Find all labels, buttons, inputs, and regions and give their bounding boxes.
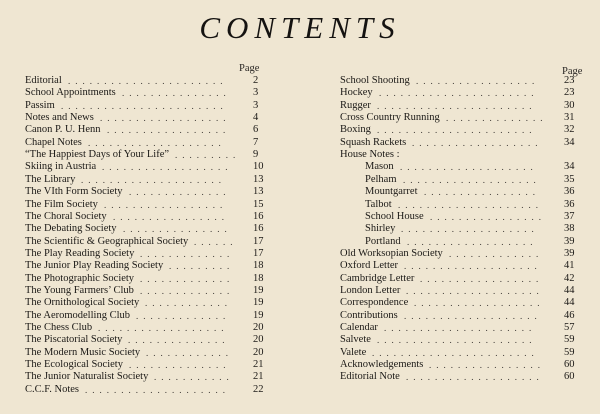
contents-entry xyxy=(340,223,590,235)
entry-title: Passim xyxy=(25,99,55,111)
dot-leader: ...................... xyxy=(377,125,537,136)
dot-leader: ................... xyxy=(404,261,542,272)
contents-entry xyxy=(340,174,590,186)
contents-entry xyxy=(340,359,590,371)
entry-page-number: 44 xyxy=(564,297,575,309)
entry-title: Mountgarret xyxy=(365,186,418,198)
dot-leader: ............. xyxy=(136,310,231,321)
entry-title: Acknowledgements xyxy=(340,359,424,371)
entry-page-number: 15 xyxy=(253,198,264,210)
contents-entry xyxy=(340,236,590,248)
dot-leader: ..................... xyxy=(384,323,537,333)
entry-title: The Debating Society xyxy=(25,223,117,235)
entry-page-number: 34 xyxy=(564,161,575,173)
entry-title: House Notes : xyxy=(340,149,400,161)
dot-leader: ................ xyxy=(430,211,546,222)
entry-title: London Letter xyxy=(340,284,401,296)
contents-entry xyxy=(25,149,275,161)
entry-title: Shirley xyxy=(365,223,396,235)
dot-leader: ...... xyxy=(194,236,238,247)
entry-title: The Modern Music Society xyxy=(25,346,141,358)
entry-page-number: 38 xyxy=(564,223,575,235)
entry-title: Cambridge Letter xyxy=(340,272,415,284)
entry-page-number: 17 xyxy=(253,235,264,247)
contents-entry xyxy=(25,359,275,371)
dot-leader: ....................... xyxy=(372,347,539,358)
entry-title: School Shooting xyxy=(340,75,410,86)
dot-leader: ................ xyxy=(424,187,540,198)
entry-page-number: 2 xyxy=(253,75,259,86)
entry-title: Hockey xyxy=(340,87,373,99)
dot-leader: .............. xyxy=(129,360,231,371)
dot-leader: ...................... xyxy=(377,335,537,346)
entry-title: The Ecological Society xyxy=(25,359,123,371)
entry-page-number: 18 xyxy=(253,272,264,284)
entry-title: The Aeromodelling Club xyxy=(25,309,130,321)
entry-title: School Appointments xyxy=(25,87,116,99)
dot-leader: ................. xyxy=(420,273,544,284)
dot-leader: ................... xyxy=(404,310,542,321)
entry-page-number: 22 xyxy=(253,383,264,395)
entry-title: Correspondence xyxy=(340,297,409,309)
contents-entry xyxy=(25,273,275,285)
dot-leader: .................. xyxy=(98,323,229,333)
entry-page-number: 19 xyxy=(253,297,264,309)
entry-page-number: 34 xyxy=(564,136,575,148)
entry-page-number: 42 xyxy=(564,272,575,284)
dot-leader: ................... xyxy=(401,224,539,235)
entry-title: The Library xyxy=(25,173,76,185)
contents-entry xyxy=(25,334,275,346)
contents-entry xyxy=(340,199,590,211)
contents-entry xyxy=(340,75,590,87)
entry-title: Editorial xyxy=(25,75,62,86)
entry-page-number: 36 xyxy=(564,198,575,210)
contents-entry xyxy=(340,285,590,297)
entry-page-number: 17 xyxy=(253,247,264,259)
entry-title: Pelham xyxy=(365,173,397,185)
contents-entry xyxy=(340,371,590,383)
dot-leader: ................... xyxy=(400,162,538,173)
entry-page-number: 39 xyxy=(564,247,575,259)
entry-page-number: 3 xyxy=(253,87,259,99)
entry-title: The Scientific & Geographical Society xyxy=(25,235,189,247)
contents-entry xyxy=(340,87,590,99)
contents-entry xyxy=(25,236,275,248)
contents-entry xyxy=(340,100,590,112)
entry-title: C.C.F. Notes xyxy=(25,383,80,395)
dot-leader: ................... xyxy=(406,372,544,383)
entry-title: “The Happiest Days of Your Life” xyxy=(25,149,170,161)
dot-leader: .................... xyxy=(398,199,543,210)
entry-title: Boxing xyxy=(340,124,371,136)
entry-title: Portland xyxy=(365,235,401,247)
contents-entry xyxy=(340,322,590,334)
contents-entry xyxy=(340,310,590,322)
entry-page-number: 35 xyxy=(564,173,575,185)
entry-page-number: 21 xyxy=(253,371,264,383)
entry-title: The Play Reading Society xyxy=(25,247,135,259)
contents-entry xyxy=(25,112,275,124)
entry-page-number: 10 xyxy=(253,161,264,173)
dot-leader: .................... xyxy=(81,174,226,185)
contents-entry xyxy=(25,310,275,322)
entry-page-number: 44 xyxy=(564,284,575,296)
entry-title: The Young Farmers’ Club xyxy=(25,284,134,296)
entry-page-number: 3 xyxy=(253,99,259,111)
dot-leader: .................. xyxy=(407,236,538,247)
entry-page-number: 18 xyxy=(253,260,264,272)
dot-leader: ........... xyxy=(154,372,234,383)
entry-title: Editorial Note xyxy=(340,371,400,383)
entry-page-number: 6 xyxy=(253,124,259,136)
contents-entry xyxy=(340,186,590,198)
entry-title: Salvete xyxy=(340,334,371,346)
entry-title: Talbot xyxy=(365,198,392,210)
contents-entry xyxy=(340,347,590,359)
entry-page-number: 13 xyxy=(253,186,264,198)
entry-page-number: 19 xyxy=(253,309,264,321)
contents-entry xyxy=(25,347,275,359)
entry-page-number: 7 xyxy=(253,136,259,148)
entry-title: The Choral Society xyxy=(25,210,107,222)
entry-title: The Photographic Society xyxy=(25,272,135,284)
contents-entry xyxy=(25,384,275,396)
entry-page-number: 30 xyxy=(564,99,575,111)
dot-leader: .................... xyxy=(85,384,230,395)
entry-page-number: 59 xyxy=(564,334,575,346)
contents-entry xyxy=(25,174,275,186)
entry-title: Old Worksopian Society xyxy=(340,247,443,259)
entry-page-number: 57 xyxy=(564,322,575,333)
dot-leader: ................... xyxy=(88,137,226,148)
entry-page-number: 59 xyxy=(564,346,575,358)
entry-title: Notes and News xyxy=(25,112,94,124)
page-column-heading: Page xyxy=(239,63,260,74)
entry-title: Squash Rackets xyxy=(340,136,407,148)
entry-title: Oxford Letter xyxy=(340,260,399,272)
entry-page-number: 60 xyxy=(564,371,575,383)
entry-title: Contributions xyxy=(340,309,398,321)
contents-entry xyxy=(340,124,590,136)
entry-page-number: 16 xyxy=(253,210,264,222)
entry-page-number: 4 xyxy=(253,112,259,124)
contents-entry xyxy=(340,137,590,149)
entry-page-number: 36 xyxy=(564,186,575,198)
dot-leader: .................. xyxy=(412,137,543,148)
dot-leader: ............... xyxy=(123,224,232,235)
dot-leader: ...................... xyxy=(68,76,228,86)
contents-entry xyxy=(340,112,590,124)
contents-entry xyxy=(340,297,590,309)
contents-entry xyxy=(25,161,275,173)
entry-title: School House xyxy=(365,210,424,222)
entry-title: Cross Country Running xyxy=(340,112,440,124)
dot-leader: ......... xyxy=(175,150,241,161)
entry-title: The Junior Naturalist Society xyxy=(25,371,149,383)
dot-leader: ................. xyxy=(416,76,540,86)
contents-entry xyxy=(340,211,590,223)
dot-leader: ............. xyxy=(140,285,235,296)
dot-leader: ................... xyxy=(406,285,544,296)
entry-page-number: 32 xyxy=(564,124,575,136)
dot-leader: ............. xyxy=(140,248,235,259)
entry-page-number: 16 xyxy=(253,223,264,235)
dot-leader: ................. xyxy=(104,199,228,210)
dot-leader: ............ xyxy=(146,347,233,358)
dot-leader: .............. xyxy=(128,335,230,346)
contents-entry xyxy=(25,223,275,235)
entry-page-number: 31 xyxy=(564,112,575,124)
contents-entry xyxy=(25,297,275,309)
dot-leader: .................. xyxy=(100,113,231,124)
entry-title: The Junior Play Reading Society xyxy=(25,260,164,272)
dot-leader: .............. xyxy=(446,113,548,124)
dot-leader: ................... xyxy=(403,174,541,185)
entry-title: The VIth Form Society xyxy=(25,186,123,198)
dot-leader: ......... xyxy=(169,261,235,272)
contents-entry xyxy=(25,199,275,211)
contents-entry xyxy=(25,75,275,87)
contents-entry xyxy=(340,149,590,161)
entry-title: The Piscatorial Society xyxy=(25,334,123,346)
entry-title: Chapel Notes xyxy=(25,136,82,148)
contents-entry xyxy=(340,273,590,285)
dot-leader: ................. xyxy=(107,125,231,136)
entry-page-number: 20 xyxy=(253,322,264,333)
entry-title: Calendar xyxy=(340,322,378,333)
entry-page-number: 46 xyxy=(564,309,575,321)
dot-leader: ............. xyxy=(449,248,544,259)
entry-title: Mason xyxy=(365,161,394,173)
contents-entry xyxy=(25,186,275,198)
entry-page-number: 23 xyxy=(564,87,575,99)
dot-leader: ...................... xyxy=(377,100,537,111)
entry-page-number: 19 xyxy=(253,284,264,296)
contents-entry xyxy=(25,260,275,272)
contents-entry xyxy=(25,248,275,260)
dot-leader: ................ xyxy=(113,211,229,222)
entry-page-number: 37 xyxy=(564,210,575,222)
contents-entry xyxy=(25,137,275,149)
entry-title: Skiing in Austria xyxy=(25,161,97,173)
contents-entry xyxy=(340,260,590,272)
dot-leader: .................. xyxy=(102,162,233,173)
entry-title: The Ornithological Society xyxy=(25,297,140,309)
entry-page-number: 9 xyxy=(253,149,259,161)
contents-entry xyxy=(25,87,275,99)
dot-leader: .............. xyxy=(129,187,231,198)
entry-page-number: 39 xyxy=(564,235,575,247)
entry-title: The Chess Club xyxy=(25,322,93,333)
dot-leader: ...................... xyxy=(379,88,539,99)
entry-page-number: 20 xyxy=(253,346,264,358)
entry-title: Canon P. U. Henn xyxy=(25,124,101,136)
entry-page-number: 20 xyxy=(253,334,264,346)
dot-leader: ............. xyxy=(140,273,235,284)
dot-leader: ............... xyxy=(122,88,231,99)
contents-entry xyxy=(340,334,590,346)
entry-title: Valete xyxy=(340,346,367,358)
contents-entry xyxy=(340,161,590,173)
page-title: CONTENTS xyxy=(199,10,401,45)
contents-entry xyxy=(340,248,590,260)
contents-entry xyxy=(25,285,275,297)
dot-leader: ....................... xyxy=(61,100,228,111)
entry-page-number: 23 xyxy=(564,75,575,86)
entry-title: The Film Society xyxy=(25,198,98,210)
dot-leader: ................ xyxy=(429,360,545,371)
entry-page-number: 21 xyxy=(253,359,264,371)
contents-entry xyxy=(25,371,275,383)
dot-leader: .................. xyxy=(414,298,545,309)
entry-page-number: 41 xyxy=(564,260,575,272)
contents-entry xyxy=(25,322,275,334)
entry-page-number: 13 xyxy=(253,173,264,185)
entry-page-number: 60 xyxy=(564,359,575,371)
contents-entry xyxy=(25,100,275,112)
contents-entry xyxy=(25,124,275,136)
page-column-heading: Page xyxy=(562,66,583,77)
entry-title: Rugger xyxy=(340,99,371,111)
dot-leader: ............ xyxy=(145,298,232,309)
contents-entry xyxy=(25,211,275,223)
